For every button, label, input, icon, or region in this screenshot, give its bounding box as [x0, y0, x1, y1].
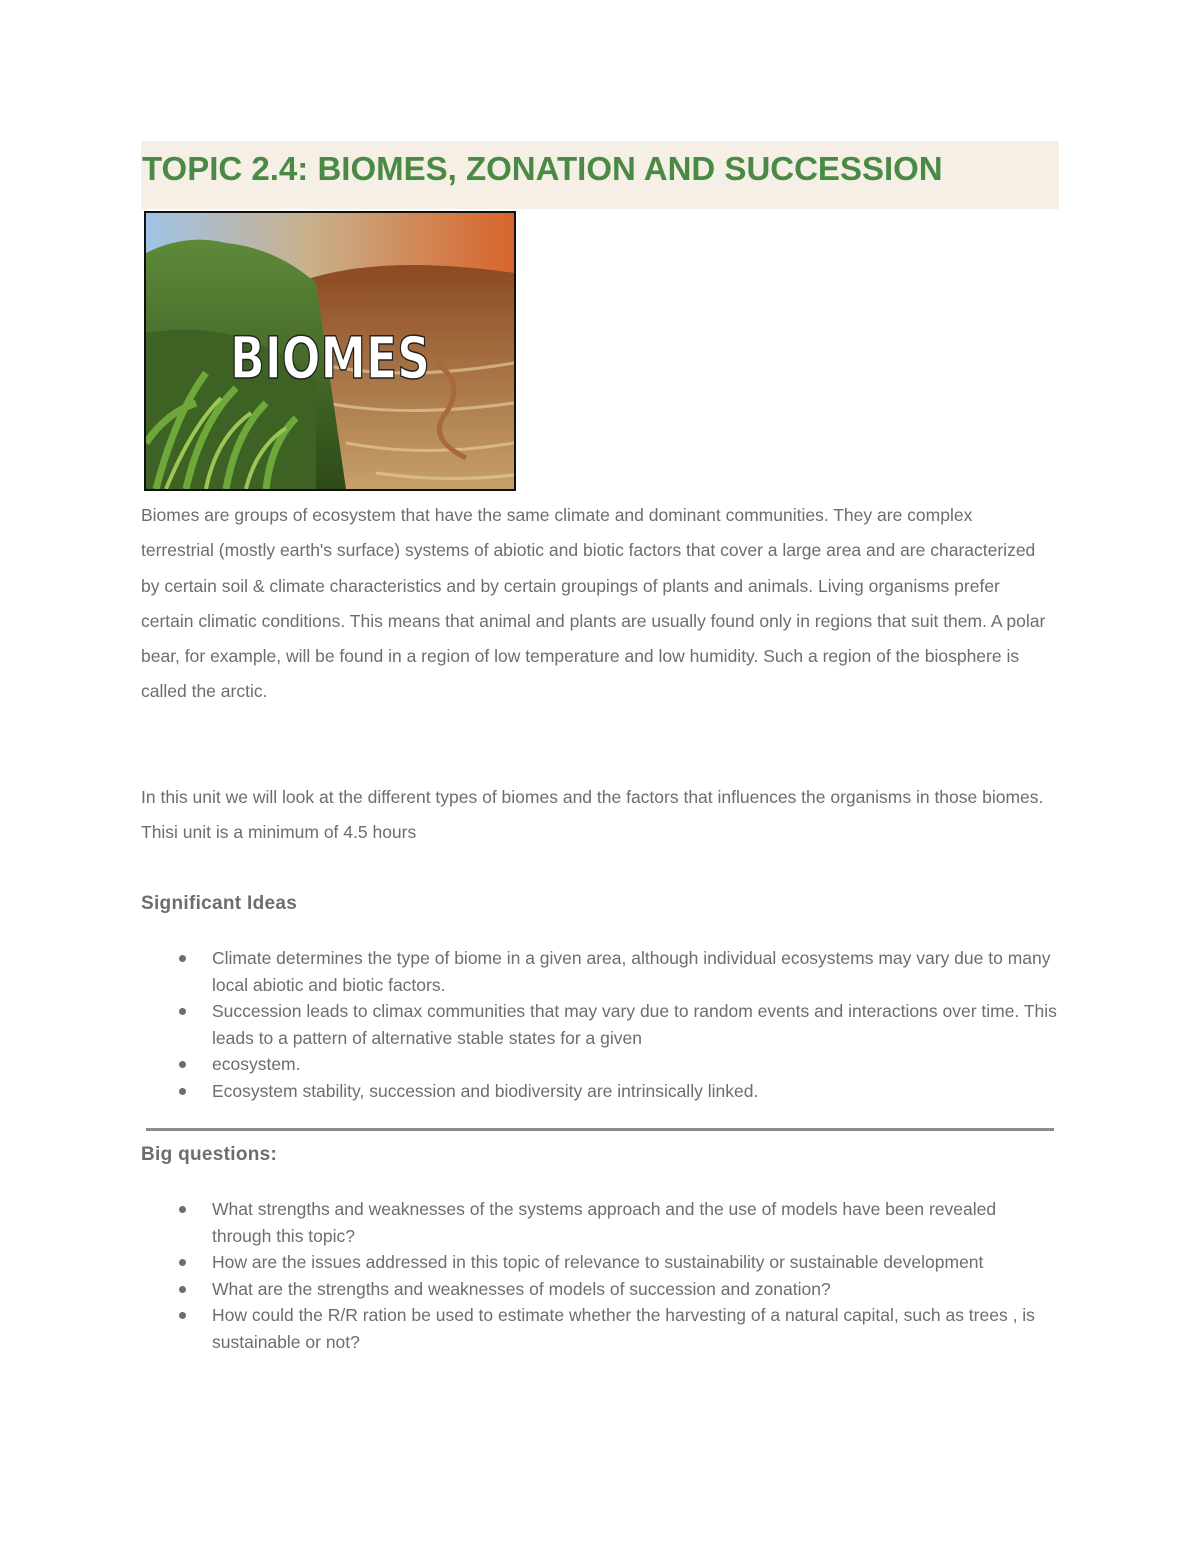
section-divider	[146, 1128, 1054, 1131]
big-questions-list	[141, 1196, 1059, 1355]
bullet-icon	[179, 1206, 186, 1213]
list-item: How are the issues addressed in this topic of relevance to sustainability or sustainable development	[141, 1249, 1059, 1276]
bullet-icon	[179, 1259, 186, 1266]
bullet-icon	[179, 1008, 186, 1015]
significant-ideas-heading: Significant Ideas	[141, 893, 298, 914]
list-item: Ecosystem stability, succession and biodiversity are intrinsically linked.	[141, 1078, 1059, 1105]
list-item: Climate determines the type of biome in a given area, although individual ecosystems may vary due to many local abiotic and biotic factors.	[141, 945, 1059, 998]
bullet-icon	[179, 955, 186, 962]
bullet-icon	[179, 1312, 186, 1319]
bullet-icon	[179, 1286, 186, 1293]
biomes-image-caption: BIOMES	[230, 324, 430, 392]
list-item: ecosystem.	[141, 1051, 1059, 1078]
list-item: Succession leads to climax communities that may vary due to random events and interactions over time. This leads to a pattern of alternative stable states for a given	[141, 998, 1059, 1051]
list-item: What are the strengths and weaknesses of models of succession and zonation?	[141, 1276, 1059, 1303]
list-item: What strengths and weaknesses of the systems approach and the use of models have been revealed through this topic?	[141, 1196, 1059, 1249]
bullet-icon	[179, 1088, 186, 1095]
big-questions-heading: Big questions:	[141, 1144, 278, 1165]
intro-paragraph: Biomes are groups of ecosystem that have the same climate and dominant communities. They are complex terrestrial (mostly earth's surface) systems of abiotic and biotic factors that cover a large area and are characterized by certain soil & climate characteristics and by certain groupings of plants and animals. Living organisms prefer certain climatic conditions. This means that animal and plants are usually found only in regions that suit them. A polar bear, for example, will be found in a region of low temperature and low humidity. Such a region of the biosphere is called the arctic.	[141, 505, 1046, 702]
list-item: How could the R/R ration be used to estimate whether the harvesting of a natural capital, such as trees , is sustainable or not?	[141, 1302, 1059, 1355]
page-title: TOPIC 2.4: BIOMES, ZONATION AND SUCCESSION	[142, 150, 943, 187]
unit-paragraph: In this unit we will look at the different types of biomes and the factors that influences the organisms in those biomes. Thisi unit is a minimum of 4.5 hours	[141, 787, 1044, 843]
significant-ideas-list	[141, 945, 1059, 1104]
bullet-icon	[179, 1061, 186, 1068]
biomes-image	[144, 211, 516, 491]
